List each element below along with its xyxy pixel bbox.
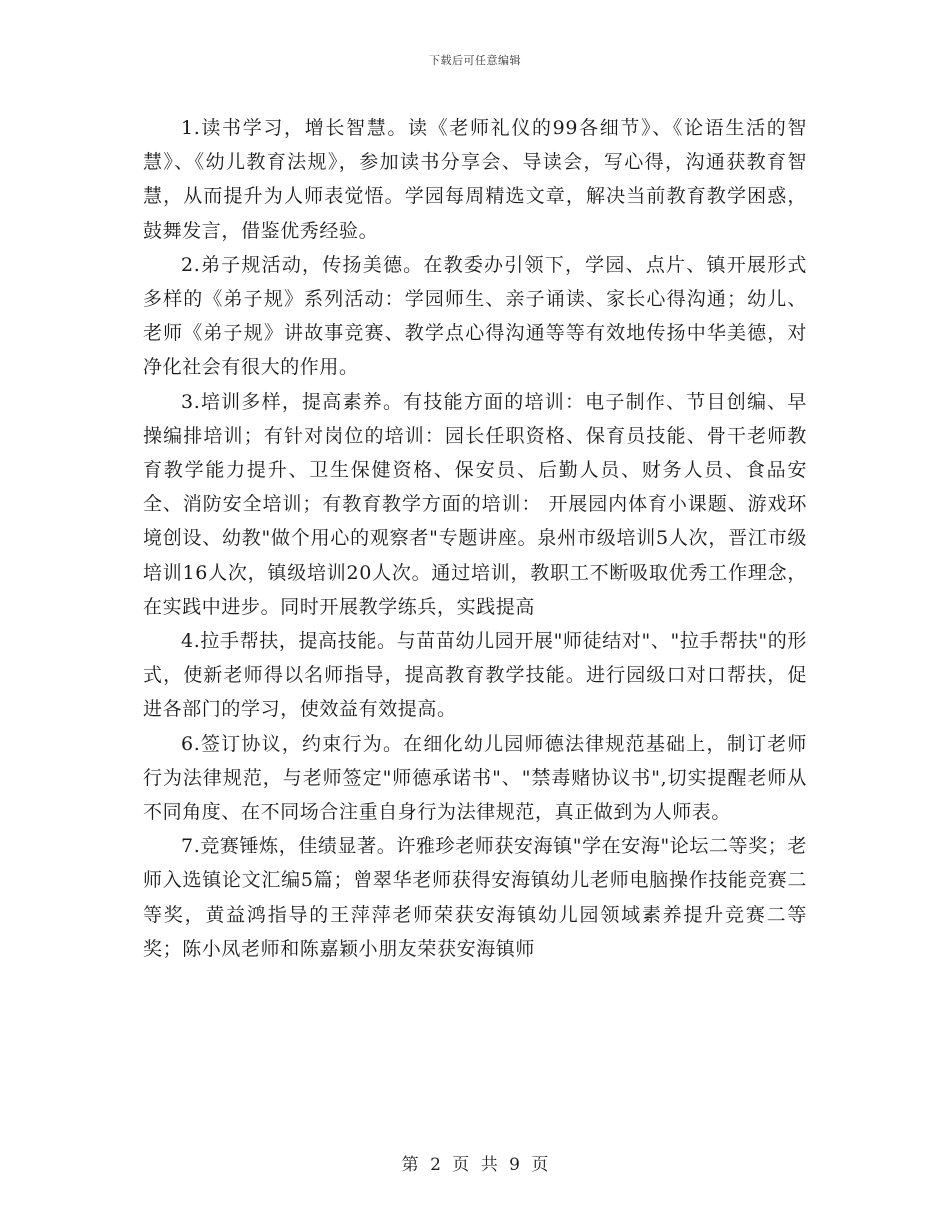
paragraph-reading-study: 1.读书学习，增长智慧。读《老师礼仪的99各细节》、《论语生活的智慧》、《幼儿教育法规》，参加读书分享会、导读会，写心得，沟通获教育智慧，从而提升为人师表觉悟。学园每周精选文章，解决当前教育教学困惑，鼓舞发言，借鉴优秀经验。 <box>143 117 807 242</box>
paragraph-dizigui-activity: 2.弟子规活动，传扬美德。在教委办引领下，学园、点片、镇开展形式多样的《弟子规》系列活动：学园师生、亲子诵读、家长心得沟通；幼儿、老师《弟子规》讲故事竞赛、教学点心得沟通等等有效地传扬中华美德，对净化社会有很大的作用。 <box>143 253 807 379</box>
page-number-footer: 第 2 页 共 9 页 <box>401 1155 549 1175</box>
page-header-note: 下载后可任意编辑 <box>429 54 521 67</box>
paragraph-mentoring: 4.拉手帮扶，提高技能。与苗苗幼儿园开展"师徒结对"、"拉手帮扶"的形式，使新老师得以名师指导，提高教育教学技能。进行园级口对口帮扶，促进各部门的学习，使效益有效提高。 <box>143 630 807 721</box>
paragraph-training: 3.培训多样，提高素养。有技能方面的培训：电子制作、节目创编、早操编排培训；有针对岗位的培训：园长任职资格、保育员技能、骨干老师教育教学能力提升、卫生保健资格、保安员、后勤人员、财务人员、食品安全、消防安全培训；有教育教学方面的培训： 开展园内体育小课题、游戏环境创设、幼教"做个用心的观察者"专题讲座。泉州市级培训5人次，晋江市级培训16人次，镇级培训20人次。通过培训，教职工不断吸取优秀工作理念，在实践中进步。同时开展教学练兵，实践提高 <box>143 390 807 618</box>
document-body <box>143 111 807 966</box>
paragraph-agreement: 6.签订协议，约束行为。在细化幼儿园师德法律规范基础上，制订老师行为法律规范，与老师签定"师德承诺书"、"禁毒赌协议书",切实提醒老师从不同角度、在不同场合注重自身行为法律规范，真正做到为人师表。 <box>143 732 807 824</box>
paragraph-competition: 7.竞赛锤炼，佳绩显著。许雅珍老师获安海镇"学在安海"论坛二等奖；老师入选镇论文汇编5篇；曾翠华老师获得安海镇幼儿老师电脑操作技能竞赛二等奖，黄益鸿指导的王萍萍老师荣获安海镇幼儿园领域素养提升竞赛二等奖；陈小凤老师和陈嘉颖小朋友荣获安海镇师 <box>143 835 808 960</box>
